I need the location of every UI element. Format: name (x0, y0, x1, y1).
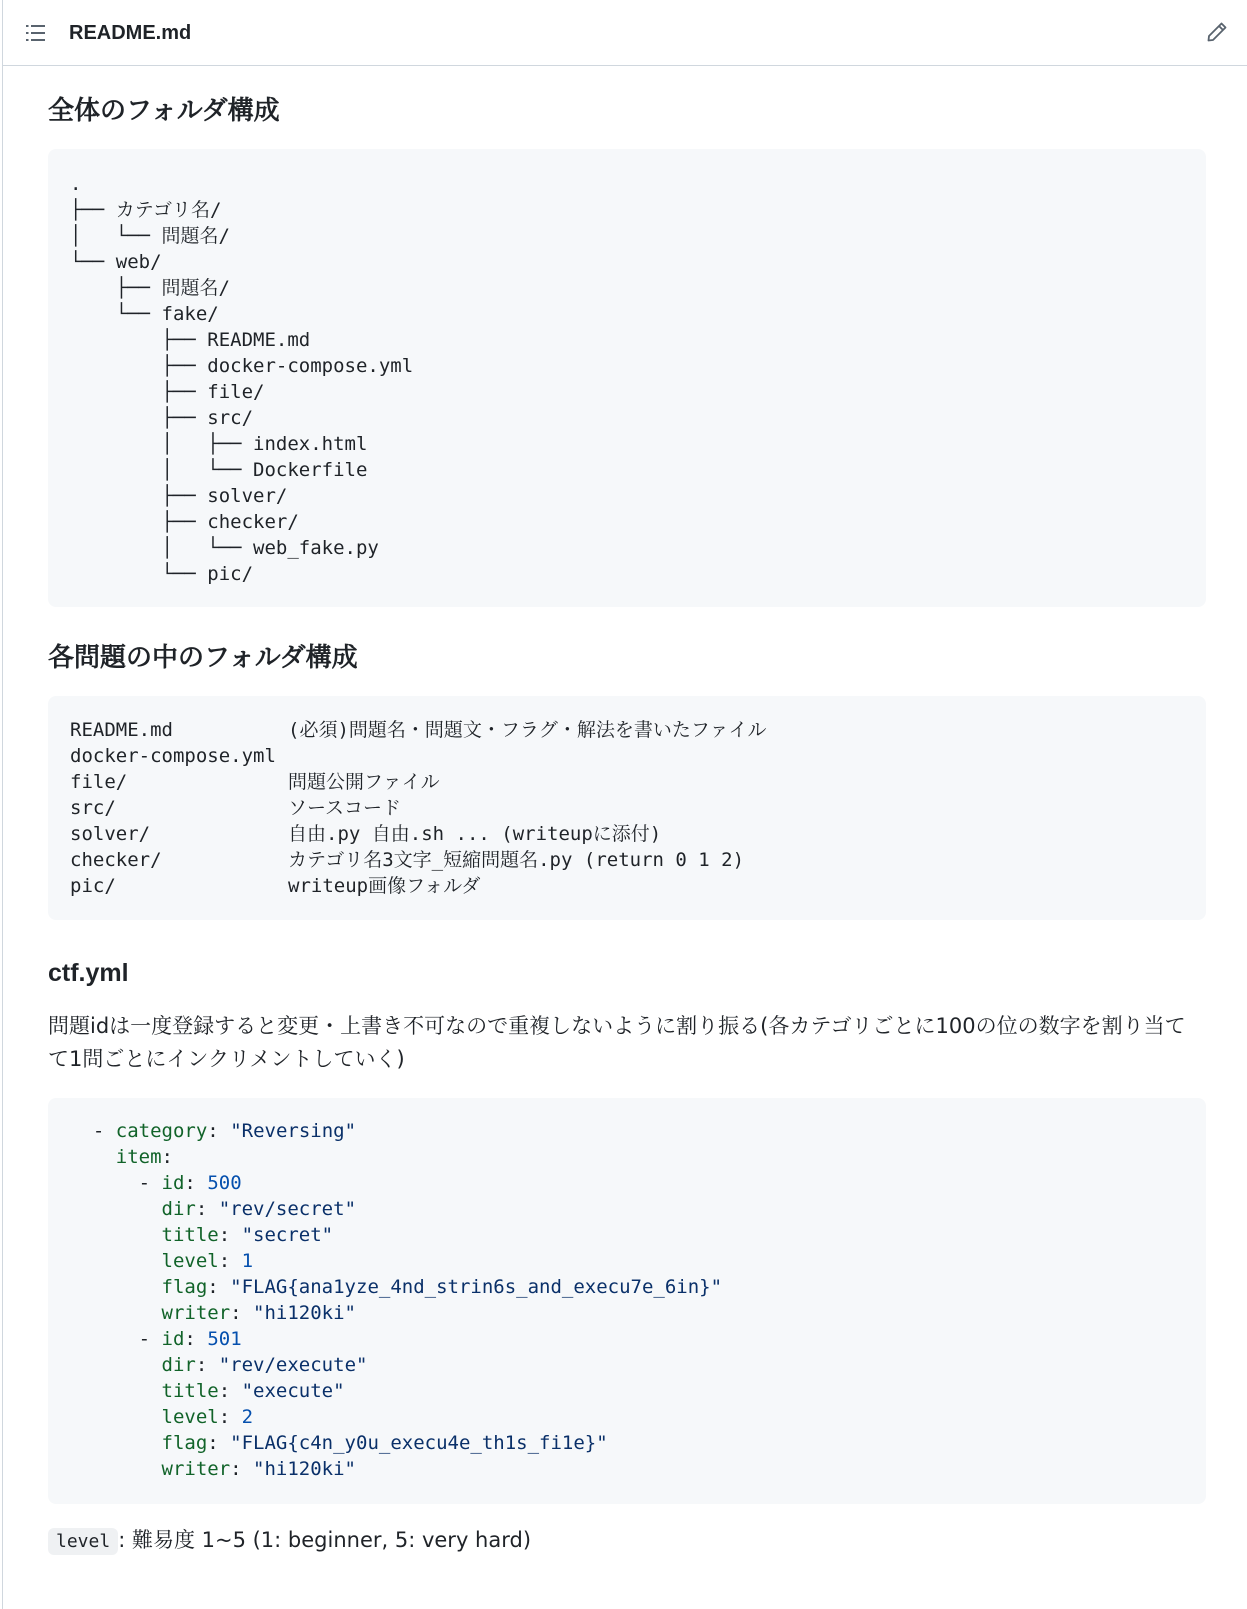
yml-line (70, 1404, 1184, 1430)
yml-line (70, 1248, 1184, 1274)
tree-line: └── web/ (70, 251, 162, 273)
readme-panel (2, 0, 1247, 1609)
tree-line: │ └── 問題名/ (70, 225, 230, 247)
yml-dash: - (138, 1328, 162, 1350)
tree-line: ├── カテゴリ名/ (70, 199, 222, 221)
code-block-problem-structure (48, 696, 1206, 920)
tree-line: │ ├── index.html (70, 433, 368, 455)
pencil-icon[interactable] (1205, 20, 1229, 44)
tree-line: ├── src/ (70, 407, 254, 429)
yml-value: "Reversing" (230, 1120, 357, 1142)
yml-colon: : (195, 1198, 219, 1220)
code-block-tree (48, 149, 1206, 607)
yml-indent (70, 1380, 162, 1402)
structure-row-name: src/ (70, 797, 116, 819)
yml-key: flag (161, 1432, 208, 1454)
yml-line (70, 1144, 1184, 1170)
structure-row-desc: カテゴリ名3文字_短縮問題名.py (return 0 1 2) (288, 849, 745, 871)
yml-value: 500 (207, 1172, 242, 1194)
structure-row-desc: writeup画像フォルダ (288, 875, 481, 897)
yml-line (70, 1326, 1184, 1352)
tree-line: ├── README.md (70, 329, 311, 351)
code-block-ctf-yml (48, 1098, 1206, 1504)
yml-key: level (161, 1250, 219, 1272)
yml-value: 501 (207, 1328, 242, 1350)
yml-dash: - (92, 1120, 116, 1142)
yml-indent (70, 1406, 162, 1428)
yml-key: category (115, 1120, 208, 1142)
yml-indent (70, 1276, 162, 1298)
yml-indent (70, 1328, 139, 1350)
structure-row (70, 717, 1184, 743)
tree-line: ├── checker/ (70, 511, 299, 533)
structure-row (70, 873, 1184, 899)
yml-line (70, 1300, 1184, 1326)
yml-colon: : (218, 1224, 242, 1246)
structure-row-desc: 自由.py 自由.sh ... (writeupに添付) (288, 823, 662, 845)
structure-row-name: README.md (70, 719, 173, 741)
file-header (3, 0, 1247, 66)
yml-colon: : (207, 1276, 231, 1298)
yml-key: writer (161, 1458, 231, 1480)
yml-value: "execute" (241, 1380, 345, 1402)
structure-row (70, 769, 1184, 795)
yml-key: flag (161, 1276, 208, 1298)
yml-indent (70, 1432, 162, 1454)
level-description (48, 1525, 531, 1557)
yml-indent (70, 1172, 139, 1194)
yml-key: id (161, 1328, 185, 1350)
yml-key: writer (161, 1302, 231, 1324)
yml-colon: : (207, 1432, 231, 1454)
file-name: README.md (69, 22, 192, 44)
yml-line (70, 1274, 1184, 1300)
yml-key: level (161, 1406, 219, 1428)
paragraph-id-note: 問題idは一度登録すると変更・上書き不可なので重複しないように割り振る(各カテゴリごとに100の位の数字を割り当てて1問ごとにインクリメントしていく) (48, 1014, 1186, 1071)
structure-row-desc: ソースコード (288, 797, 402, 819)
yml-indent (70, 1250, 162, 1272)
yml-colon: : (230, 1458, 254, 1480)
structure-row (70, 821, 1184, 847)
structure-row (70, 743, 1184, 769)
yml-key: dir (161, 1354, 196, 1376)
yml-line (70, 1222, 1184, 1248)
yml-indent (70, 1120, 93, 1142)
level-description-text: : 難易度 1~5 (1: beginner, 5: very hard) (118, 1528, 532, 1552)
yml-line (70, 1196, 1184, 1222)
inline-code-level: level (48, 1528, 118, 1555)
yml-line (70, 1456, 1184, 1482)
structure-row-desc: (必須)問題名・問題文・フラグ・解法を書いたファイル (288, 719, 767, 741)
yml-line (70, 1170, 1184, 1196)
tree-line: └── pic/ (70, 563, 254, 585)
tree-line: ├── docker-compose.yml (70, 355, 414, 377)
yml-key: title (161, 1224, 219, 1246)
yml-colon: : (230, 1302, 254, 1324)
heading-ctf-yml: ctf.yml (48, 959, 129, 987)
yml-value: "secret" (241, 1224, 334, 1246)
yml-colon: : (218, 1406, 242, 1428)
structure-row-name: docker-compose.yml (70, 745, 276, 767)
yml-value: "rev/execute" (218, 1354, 368, 1376)
tree-line: ├── solver/ (70, 485, 288, 507)
yml-value: "FLAG{c4n_y0u_execu4e_th1s_fi1e}" (230, 1432, 608, 1454)
yml-value: "hi120ki" (253, 1458, 356, 1480)
tree-line: └── fake/ (70, 303, 219, 325)
yml-colon: : (184, 1328, 208, 1350)
yml-key: item (115, 1146, 162, 1168)
yml-key: title (161, 1380, 219, 1402)
yml-colon: : (161, 1146, 173, 1168)
yml-dash: - (138, 1172, 162, 1194)
yml-value: 2 (241, 1406, 254, 1428)
yml-line (70, 1378, 1184, 1404)
yml-value: 1 (241, 1250, 254, 1272)
yml-line (70, 1118, 1184, 1144)
tree-line: │ └── Dockerfile (70, 459, 368, 481)
yml-indent (70, 1146, 116, 1168)
structure-row-name: pic/ (70, 875, 116, 897)
tree-line: ├── 問題名/ (70, 277, 230, 299)
structure-row-name: checker/ (70, 849, 162, 871)
yml-colon: : (184, 1172, 208, 1194)
yml-indent (70, 1458, 162, 1480)
heading-overall-structure: 全体のフォルダ構成 (48, 96, 280, 126)
yml-indent (70, 1224, 162, 1246)
structure-row-name: solver/ (70, 823, 151, 845)
yml-colon: : (218, 1250, 242, 1272)
structure-row-name: file/ (70, 771, 128, 793)
heading-problem-structure: 各問題の中のフォルダ構成 (48, 643, 358, 673)
yml-indent (70, 1354, 162, 1376)
structure-row (70, 795, 1184, 821)
yml-colon: : (207, 1120, 231, 1142)
yml-line (70, 1352, 1184, 1378)
list-icon[interactable] (25, 23, 47, 43)
yml-value: "hi120ki" (253, 1302, 356, 1324)
yml-value: "FLAG{ana1yze_4nd_strin6s_and_execu7e_6in}" (230, 1276, 723, 1298)
yml-indent (70, 1198, 162, 1220)
structure-row (70, 847, 1184, 873)
structure-row-desc: 問題公開ファイル (288, 771, 440, 793)
yml-value: "rev/secret" (218, 1198, 357, 1220)
yml-line (70, 1430, 1184, 1456)
yml-key: id (161, 1172, 185, 1194)
yml-colon: : (218, 1380, 242, 1402)
tree-line: ├── file/ (70, 381, 265, 403)
yml-colon: : (195, 1354, 219, 1376)
yml-indent (70, 1302, 162, 1324)
yml-key: dir (161, 1198, 196, 1220)
tree-line: │ └── web_fake.py (70, 537, 379, 559)
tree-line: . (70, 173, 82, 195)
